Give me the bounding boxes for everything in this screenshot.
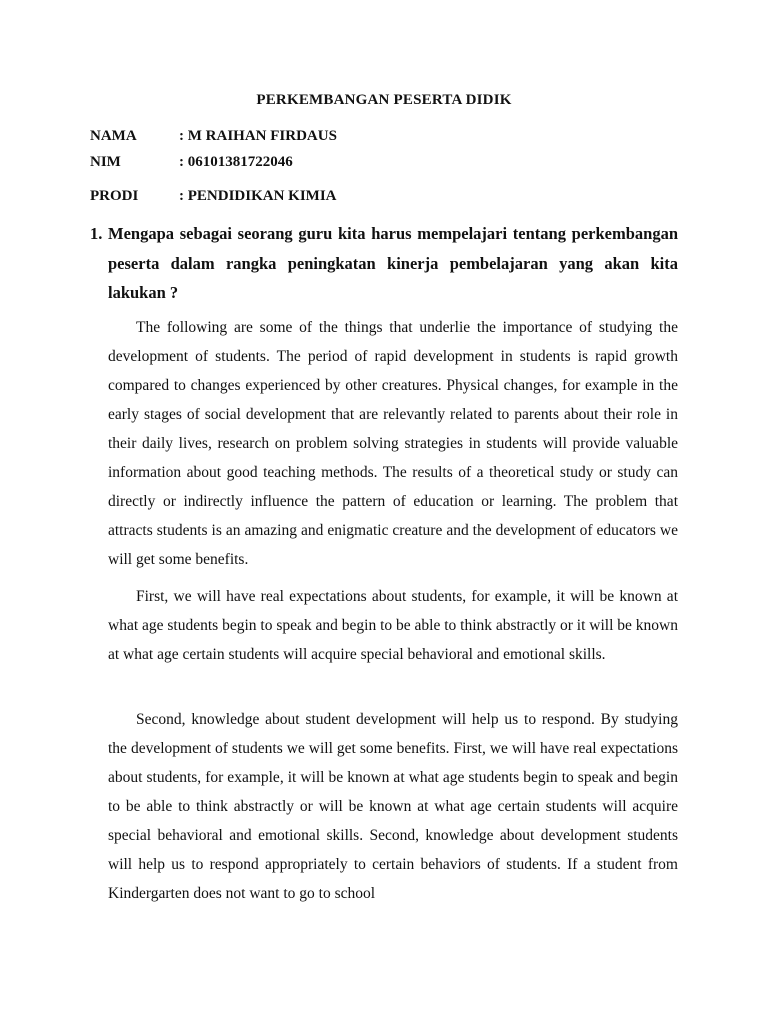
- info-row-nama: [90, 128, 337, 145]
- info-row-prodi: [90, 188, 337, 205]
- paragraph-3: Second, knowledge about student development will help us to respond. By studying the development of students we will get some benefits. First, we will have real expectations about students, for example, it will be known at what age students begin to speak and begin to be able to think abstractly or will be known at what age certain students will acquire special behavioral and emotional skills. Second, knowledge about development students will help us to respond appropriately to certain behaviors of students. If a student from Kindergarten does not want to go to school: [108, 711, 678, 902]
- nim-value: : 06101381722046: [179, 154, 293, 170]
- prodi-value: : PENDIDIKAN KIMIA: [179, 188, 337, 204]
- info-row-nim: [90, 154, 293, 171]
- question-item: [90, 219, 678, 308]
- nim-label: NIM: [90, 154, 121, 170]
- paragraph-1: The following are some of the things that underlie the importance of studying the development of students. The period of rapid development in students is rapid growth compared to changes experienced by other creatures. Physical changes, for example in the early stages of social development that are relevantly related to parents about their role in their daily lives, research on problem solving strategies in students will provide valuable information about good teaching methods. The results of a theoretical study or study can directly or indirectly influence the pattern of education or learning. The problem that attracts students is an amazing and enigmatic creature and the development of educators we will get some benefits.: [108, 319, 678, 568]
- question-text: Mengapa sebagai seorang guru kita harus mempelajari tentang perkembangan peserta dalam rangka peningkatan kinerja pembelajaran yang akan kita lakukan ?: [108, 224, 678, 302]
- paragraph-2: First, we will have real expectations about students, for example, it will be known at what age students begin to speak and begin to be able to think abstractly or it will be known at what age certain students will acquire special behavioral and emotional skills.: [108, 588, 678, 663]
- nama-value: : M RAIHAN FIRDAUS: [179, 128, 337, 144]
- nama-label: NAMA: [90, 128, 137, 144]
- prodi-label: PRODI: [90, 188, 139, 204]
- document-title: PERKEMBANGAN PESERTA DIDIK: [256, 92, 512, 108]
- question-number: 1.: [90, 224, 103, 243]
